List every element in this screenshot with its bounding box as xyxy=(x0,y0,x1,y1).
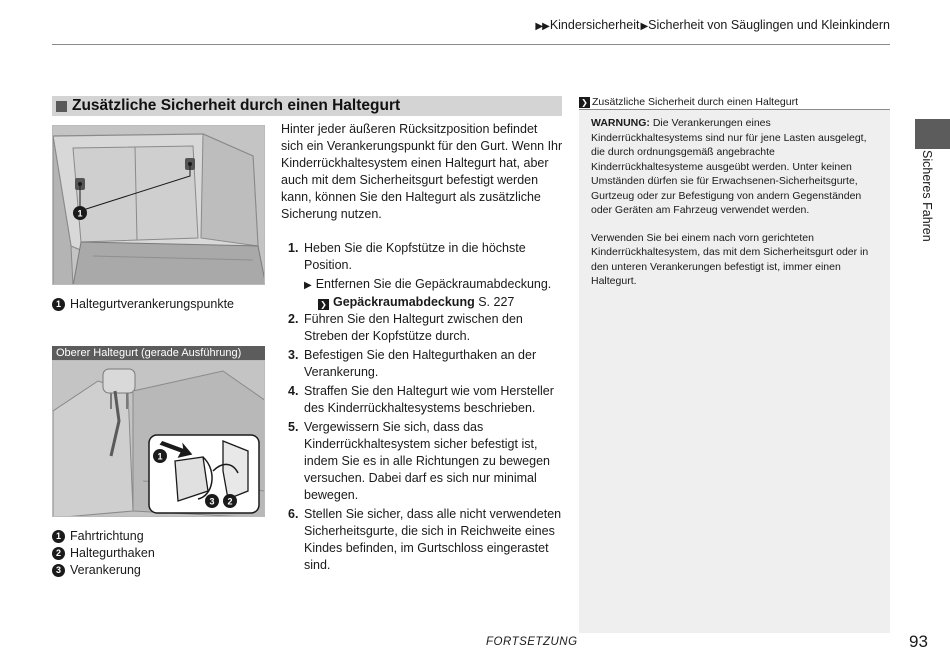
note-paragraph: Verwenden Sie bei einem nach vorn gerichteten Kinderrückhaltesystem, das mit dem Sicherheitsgurt oder in den unteren Verankerungen befestigt ist, immer einen Haltegurt. xyxy=(591,231,869,287)
legend-callout-icon: 3 xyxy=(52,564,65,577)
double-triangle-right-icon: ▶▶ xyxy=(535,21,549,32)
instruction-steps xyxy=(288,240,563,576)
breadcrumb-item-1: Kindersicherheit xyxy=(549,18,640,32)
warning-label: WARNUNG: xyxy=(591,117,650,129)
step-1-substep xyxy=(288,276,563,294)
warning-paragraph xyxy=(591,116,878,218)
figure2-callout-1-label: 1 xyxy=(157,451,163,462)
step-1 xyxy=(288,240,563,274)
cross-reference[interactable] xyxy=(288,294,563,311)
sidebar-notes xyxy=(579,95,890,633)
figure1-callout-1-label: 1 xyxy=(77,208,83,219)
chapter-tab-label: Sicheres Fahren xyxy=(920,150,934,242)
legend-item xyxy=(52,545,155,562)
figure1-legend xyxy=(52,296,234,313)
figure-top-tether xyxy=(52,360,265,517)
figure2-legend xyxy=(52,528,155,579)
section-header xyxy=(52,96,562,116)
breadcrumb-item-2: Sicherheit von Säuglingen und Kleinkindern xyxy=(648,18,890,32)
figure-anchor-points xyxy=(52,125,265,285)
step-3 xyxy=(288,347,563,381)
sidebar-heading-text: Zusätzliche Sicherheit durch einen Haltegurt xyxy=(592,95,799,108)
page-number: 93 xyxy=(909,632,928,651)
triangle-right-icon: ▶ xyxy=(640,21,648,32)
legend-callout-icon: 1 xyxy=(52,298,65,311)
reference-arrow-icon: ❯ xyxy=(318,299,329,310)
substep-text: Entfernen Sie die Gepäckraumabdeckung. xyxy=(315,277,552,291)
intro-paragraph: Hinter jeder äußeren Rücksitzposition befindet sich ein Verankerungspunkt für den Gurt. Wenn Ihr Kinderrückhaltesystem einen Haltegurt hat, aber auch mit dem Sicherheitsgurt befestigt werden kann, können Sie den Haltegurt als zusätzliche Sicherung nutzen. xyxy=(281,122,563,221)
step-number: 4. xyxy=(288,384,299,398)
continued-label: FORTSETZUNG xyxy=(486,636,578,648)
step-4 xyxy=(288,383,563,417)
legend-label: Haltegurthaken xyxy=(70,546,155,560)
legend-item xyxy=(52,296,234,313)
legend-item xyxy=(52,562,155,579)
step-text: Stellen Sie sicher, dass alle nicht verwendeten Sicherheitsgurte, die sich in Reichweite eines Kindes befinden, im Gurtschloss eingerastet sind. xyxy=(304,507,562,572)
step-5 xyxy=(288,419,563,504)
figure-anchor-points-illustration xyxy=(53,126,265,285)
step-6 xyxy=(288,506,563,574)
step-number: 1. xyxy=(288,241,299,255)
triangle-right-icon: ▶ xyxy=(304,280,312,291)
chapter-tab[interactable] xyxy=(915,119,950,149)
step-text: Heben Sie die Kopfstütze in die höchste Position. xyxy=(304,241,526,272)
figure2-caption: Oberer Haltegurt (gerade Ausführung) xyxy=(52,346,265,360)
top-divider xyxy=(52,44,890,45)
step-text: Führen Sie den Haltegurt zwischen den Streben der Kopfstütze durch. xyxy=(304,312,523,343)
step-number: 5. xyxy=(288,420,299,434)
warning-text: Die Verankerungen eines Kinderrückhaltesystems sind nur für jene Lasten ausgelegt, die durch ordnungsgemäß angebrachte Kinderrückhaltesysteme ausgeübt werden. Unter keinen Umständen dürfen sie für Erwachsenen-Sicherheitsgurte, Gurtzeug oder zur Befestigung von andern Gegenständen oder Geräten am Fahrzeug verwendet werden. xyxy=(591,117,867,216)
step-number: 6. xyxy=(288,507,299,521)
step-number: 3. xyxy=(288,348,299,362)
sidebar-heading xyxy=(579,95,890,110)
sidebar-body xyxy=(579,110,890,289)
legend-callout-icon: 1 xyxy=(52,530,65,543)
figure2-callout-3-label: 3 xyxy=(209,496,215,507)
step-text: Straffen Sie den Haltegurt wie vom Hersteller des Kinderrückhaltesystems beschrieben. xyxy=(304,384,554,415)
legend-label: Fahrtrichtung xyxy=(70,529,144,543)
legend-label: Haltegurtverankerungspunkte xyxy=(70,297,234,311)
step-number: 2. xyxy=(288,312,299,326)
reference-arrow-icon: ❯ xyxy=(579,97,590,108)
reference-page: S. 227 xyxy=(478,295,515,309)
figure2-callout-2-label: 2 xyxy=(227,496,233,507)
step-2 xyxy=(288,311,563,345)
breadcrumb xyxy=(534,18,890,32)
legend-item xyxy=(52,528,155,545)
reference-label[interactable]: Gepäckraumabdeckung xyxy=(333,295,475,309)
figure-top-tether-illustration xyxy=(53,361,265,517)
section-title: Zusätzliche Sicherheit durch einen Haltegurt xyxy=(72,97,401,114)
legend-callout-icon: 2 xyxy=(52,547,65,560)
step-text: Vergewissern Sie sich, dass das Kinderrückhaltesystem sicher befestigt ist, indem Sie es in alle Richtungen zu bewegen versuchen. Dabei darf es sich nur minimal bewegen. xyxy=(304,420,550,502)
section-square-icon xyxy=(56,101,67,112)
step-text: Befestigen Sie den Haltegurthaken an der Verankerung. xyxy=(304,348,537,379)
legend-label: Verankerung xyxy=(70,563,141,577)
